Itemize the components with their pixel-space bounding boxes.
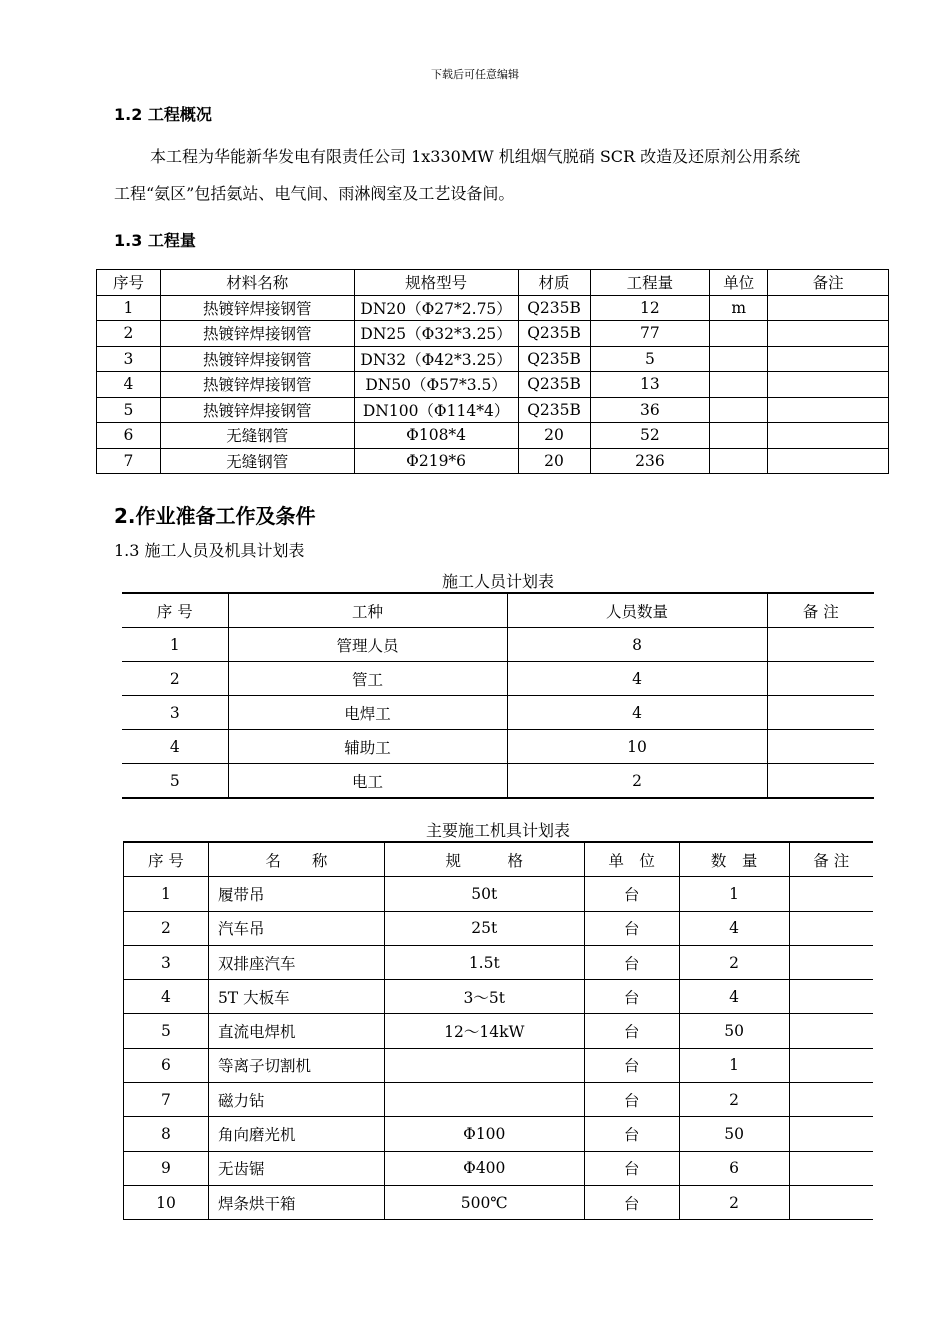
header-cell: 名 称: [208, 842, 384, 877]
table-cell: 2: [679, 945, 789, 979]
section-1-2-heading: 1.2 工程概况: [114, 105, 212, 124]
table-cell: Q235B: [518, 321, 590, 347]
table-cell: 台: [584, 1014, 679, 1048]
table-cell: [710, 321, 768, 347]
personnel-table: [122, 592, 874, 799]
header-cell: 备 注: [789, 842, 873, 877]
section-1-3-heading: 1.3 工程量: [114, 231, 196, 250]
table-row: [97, 423, 889, 449]
table-cell: 4: [679, 911, 789, 945]
table-cell: Q235B: [518, 397, 590, 423]
table-cell: Φ100: [384, 1117, 584, 1151]
table-cell: [789, 1083, 873, 1117]
table-cell: [768, 423, 889, 449]
table-cell: 台: [584, 911, 679, 945]
table-row: [124, 1083, 874, 1117]
table-cell: 52: [590, 423, 710, 449]
table-row: [97, 346, 889, 372]
header-cell: 单位: [710, 270, 768, 296]
table-cell: 5: [124, 1014, 209, 1048]
table-cell: [789, 980, 873, 1014]
table-cell: 25t: [384, 911, 584, 945]
table-cell: 236: [590, 448, 710, 474]
overview-paragraph-line1: 本工程为华能新华发电有限责任公司 1x330MW 机组烟气脱硝 SCR 改造及还原剂公用系统: [150, 147, 801, 166]
table-cell: Φ400: [384, 1151, 584, 1185]
table-row: [124, 877, 874, 911]
table-cell: 10: [124, 1185, 209, 1219]
table-cell: [789, 1117, 873, 1151]
table-cell: [710, 346, 768, 372]
table-cell: 3: [97, 346, 161, 372]
table-row: [97, 397, 889, 423]
personnel-table-caption: 施工人员计划表: [441, 572, 554, 591]
table-cell: [768, 295, 889, 321]
table-cell: 电焊工: [228, 696, 507, 730]
table-row: [97, 295, 889, 321]
table-cell: [768, 372, 889, 398]
table-cell: 4: [507, 696, 767, 730]
table-cell: 磁力钻: [208, 1083, 384, 1117]
table-cell: 4: [124, 980, 209, 1014]
section-2-subheading: 1.3 施工人员及机具计划表: [114, 541, 305, 560]
table-cell: [767, 764, 874, 799]
table-cell: 管工: [228, 662, 507, 696]
table-cell: m: [710, 295, 768, 321]
table-cell: 1: [97, 295, 161, 321]
table-cell: [789, 877, 873, 911]
table-cell: 双排座汽车: [208, 945, 384, 979]
table-cell: 3～5t: [384, 980, 584, 1014]
equipment-table-caption: 主要施工机具计划表: [425, 821, 570, 840]
table-row: [97, 448, 889, 474]
table-row: [122, 764, 874, 799]
header-cell: 序 号: [122, 593, 228, 628]
table-cell: 77: [590, 321, 710, 347]
header-cell: 材质: [518, 270, 590, 296]
table-cell: 50t: [384, 877, 584, 911]
table-row: [124, 1117, 874, 1151]
table-cell: 2: [679, 1185, 789, 1219]
table-cell: [768, 346, 889, 372]
table-cell: 无缝钢管: [160, 423, 354, 449]
table-cell: 50: [679, 1117, 789, 1151]
table-cell: 2: [97, 321, 161, 347]
table-row: [124, 1014, 874, 1048]
table-cell: 2: [124, 911, 209, 945]
table-cell: 台: [584, 945, 679, 979]
table-cell: DN20（Φ27*2.75）: [354, 295, 518, 321]
table-cell: [710, 372, 768, 398]
table-cell: 1: [679, 877, 789, 911]
table-cell: 热镀锌焊接钢管: [160, 372, 354, 398]
table-cell: [768, 321, 889, 347]
table-cell: 热镀锌焊接钢管: [160, 295, 354, 321]
table-cell: 焊条烘干箱: [208, 1185, 384, 1219]
table-cell: 台: [584, 1151, 679, 1185]
table-header-row: [124, 842, 874, 877]
table-cell: 5: [590, 346, 710, 372]
table-cell: 无缝钢管: [160, 448, 354, 474]
table-cell: 3: [122, 696, 228, 730]
overview-paragraph-line2: 工程“氨区”包括氨站、电气间、雨淋阀室及工艺设备间。: [114, 184, 515, 203]
table-cell: 1: [679, 1048, 789, 1082]
table-cell: [384, 1048, 584, 1082]
header-cell: 序号: [97, 270, 161, 296]
table-cell: [767, 730, 874, 764]
table-cell: 热镀锌焊接钢管: [160, 346, 354, 372]
table-cell: 4: [97, 372, 161, 398]
table-cell: 等离子切割机: [208, 1048, 384, 1082]
table-cell: 直流电焊机: [208, 1014, 384, 1048]
table-cell: 辅助工: [228, 730, 507, 764]
table-cell: 500℃: [384, 1185, 584, 1219]
table-row: [124, 1185, 874, 1219]
table-cell: Φ108*4: [354, 423, 518, 449]
quantities-table: [96, 269, 889, 474]
table-cell: [384, 1083, 584, 1117]
table-cell: 36: [590, 397, 710, 423]
table-cell: [789, 1048, 873, 1082]
table-cell: [789, 1185, 873, 1219]
table-cell: [789, 1014, 873, 1048]
header-note: 下载后可任意编辑: [431, 68, 519, 81]
header-cell: 单 位: [584, 842, 679, 877]
table-cell: Q235B: [518, 346, 590, 372]
table-cell: [789, 911, 873, 945]
table-cell: [767, 662, 874, 696]
table-cell: 10: [507, 730, 767, 764]
table-row: [124, 1151, 874, 1185]
table-cell: 6: [679, 1151, 789, 1185]
header-cell: 工种: [228, 593, 507, 628]
table-cell: 6: [124, 1048, 209, 1082]
table-row: [124, 980, 874, 1014]
table-header-row: [97, 270, 889, 296]
header-cell: 人员数量: [507, 593, 767, 628]
table-cell: 台: [584, 1117, 679, 1151]
table-row: [124, 911, 874, 945]
table-cell: 1: [122, 628, 228, 662]
table-cell: 台: [584, 877, 679, 911]
table-cell: 热镀锌焊接钢管: [160, 321, 354, 347]
table-header-row: [122, 593, 874, 628]
table-cell: 12: [590, 295, 710, 321]
table-row: [97, 372, 889, 398]
header-cell: 数 量: [679, 842, 789, 877]
table-cell: [710, 397, 768, 423]
table-cell: [789, 1151, 873, 1185]
table-row: [122, 696, 874, 730]
table-cell: 13: [590, 372, 710, 398]
table-cell: [789, 945, 873, 979]
header-cell: 备 注: [767, 593, 874, 628]
table-cell: 3: [124, 945, 209, 979]
table-cell: 热镀锌焊接钢管: [160, 397, 354, 423]
table-cell: 5T 大板车: [208, 980, 384, 1014]
table-cell: 台: [584, 1083, 679, 1117]
table-cell: 12～14kW: [384, 1014, 584, 1048]
table-cell: 20: [518, 423, 590, 449]
table-row: [122, 662, 874, 696]
table-cell: 2: [679, 1083, 789, 1117]
header-cell: 规 格: [384, 842, 584, 877]
table-cell: [768, 397, 889, 423]
header-cell: 备注: [768, 270, 889, 296]
table-cell: DN100（Φ114*4）: [354, 397, 518, 423]
table-cell: [710, 423, 768, 449]
table-cell: 8: [507, 628, 767, 662]
table-cell: 4: [507, 662, 767, 696]
table-cell: 7: [124, 1083, 209, 1117]
table-cell: 2: [122, 662, 228, 696]
table-cell: 电工: [228, 764, 507, 799]
table-cell: 7: [97, 448, 161, 474]
table-cell: 9: [124, 1151, 209, 1185]
table-cell: Q235B: [518, 372, 590, 398]
table-cell: [767, 628, 874, 662]
table-cell: [710, 448, 768, 474]
table-cell: 6: [97, 423, 161, 449]
table-cell: DN25（Φ32*3.25）: [354, 321, 518, 347]
table-row: [124, 1048, 874, 1082]
table-cell: 1: [124, 877, 209, 911]
table-cell: DN32（Φ42*3.25）: [354, 346, 518, 372]
table-cell: 4: [122, 730, 228, 764]
header-cell: 规格型号: [354, 270, 518, 296]
table-cell: [768, 448, 889, 474]
table-cell: 1.5t: [384, 945, 584, 979]
table-cell: 汽车吊: [208, 911, 384, 945]
table-row: [124, 945, 874, 979]
table-cell: Φ219*6: [354, 448, 518, 474]
table-cell: 4: [679, 980, 789, 1014]
table-cell: 5: [97, 397, 161, 423]
table-cell: 管理人员: [228, 628, 507, 662]
table-row: [97, 321, 889, 347]
table-cell: 台: [584, 980, 679, 1014]
table-cell: 5: [122, 764, 228, 799]
table-cell: 无齿锯: [208, 1151, 384, 1185]
header-cell: 工程量: [590, 270, 710, 296]
table-cell: 2: [507, 764, 767, 799]
header-cell: 序 号: [124, 842, 209, 877]
equipment-table: [123, 841, 873, 1220]
table-cell: DN50（Φ57*3.5）: [354, 372, 518, 398]
table-cell: 台: [584, 1185, 679, 1219]
table-cell: Q235B: [518, 295, 590, 321]
table-cell: 履带吊: [208, 877, 384, 911]
table-cell: [767, 696, 874, 730]
table-cell: 8: [124, 1117, 209, 1151]
table-cell: 20: [518, 448, 590, 474]
table-row: [122, 730, 874, 764]
table-cell: 角向磨光机: [208, 1117, 384, 1151]
section-2-heading: 2.作业准备工作及条件: [114, 504, 316, 528]
table-cell: 50: [679, 1014, 789, 1048]
table-row: [122, 628, 874, 662]
table-cell: 台: [584, 1048, 679, 1082]
header-cell: 材料名称: [160, 270, 354, 296]
